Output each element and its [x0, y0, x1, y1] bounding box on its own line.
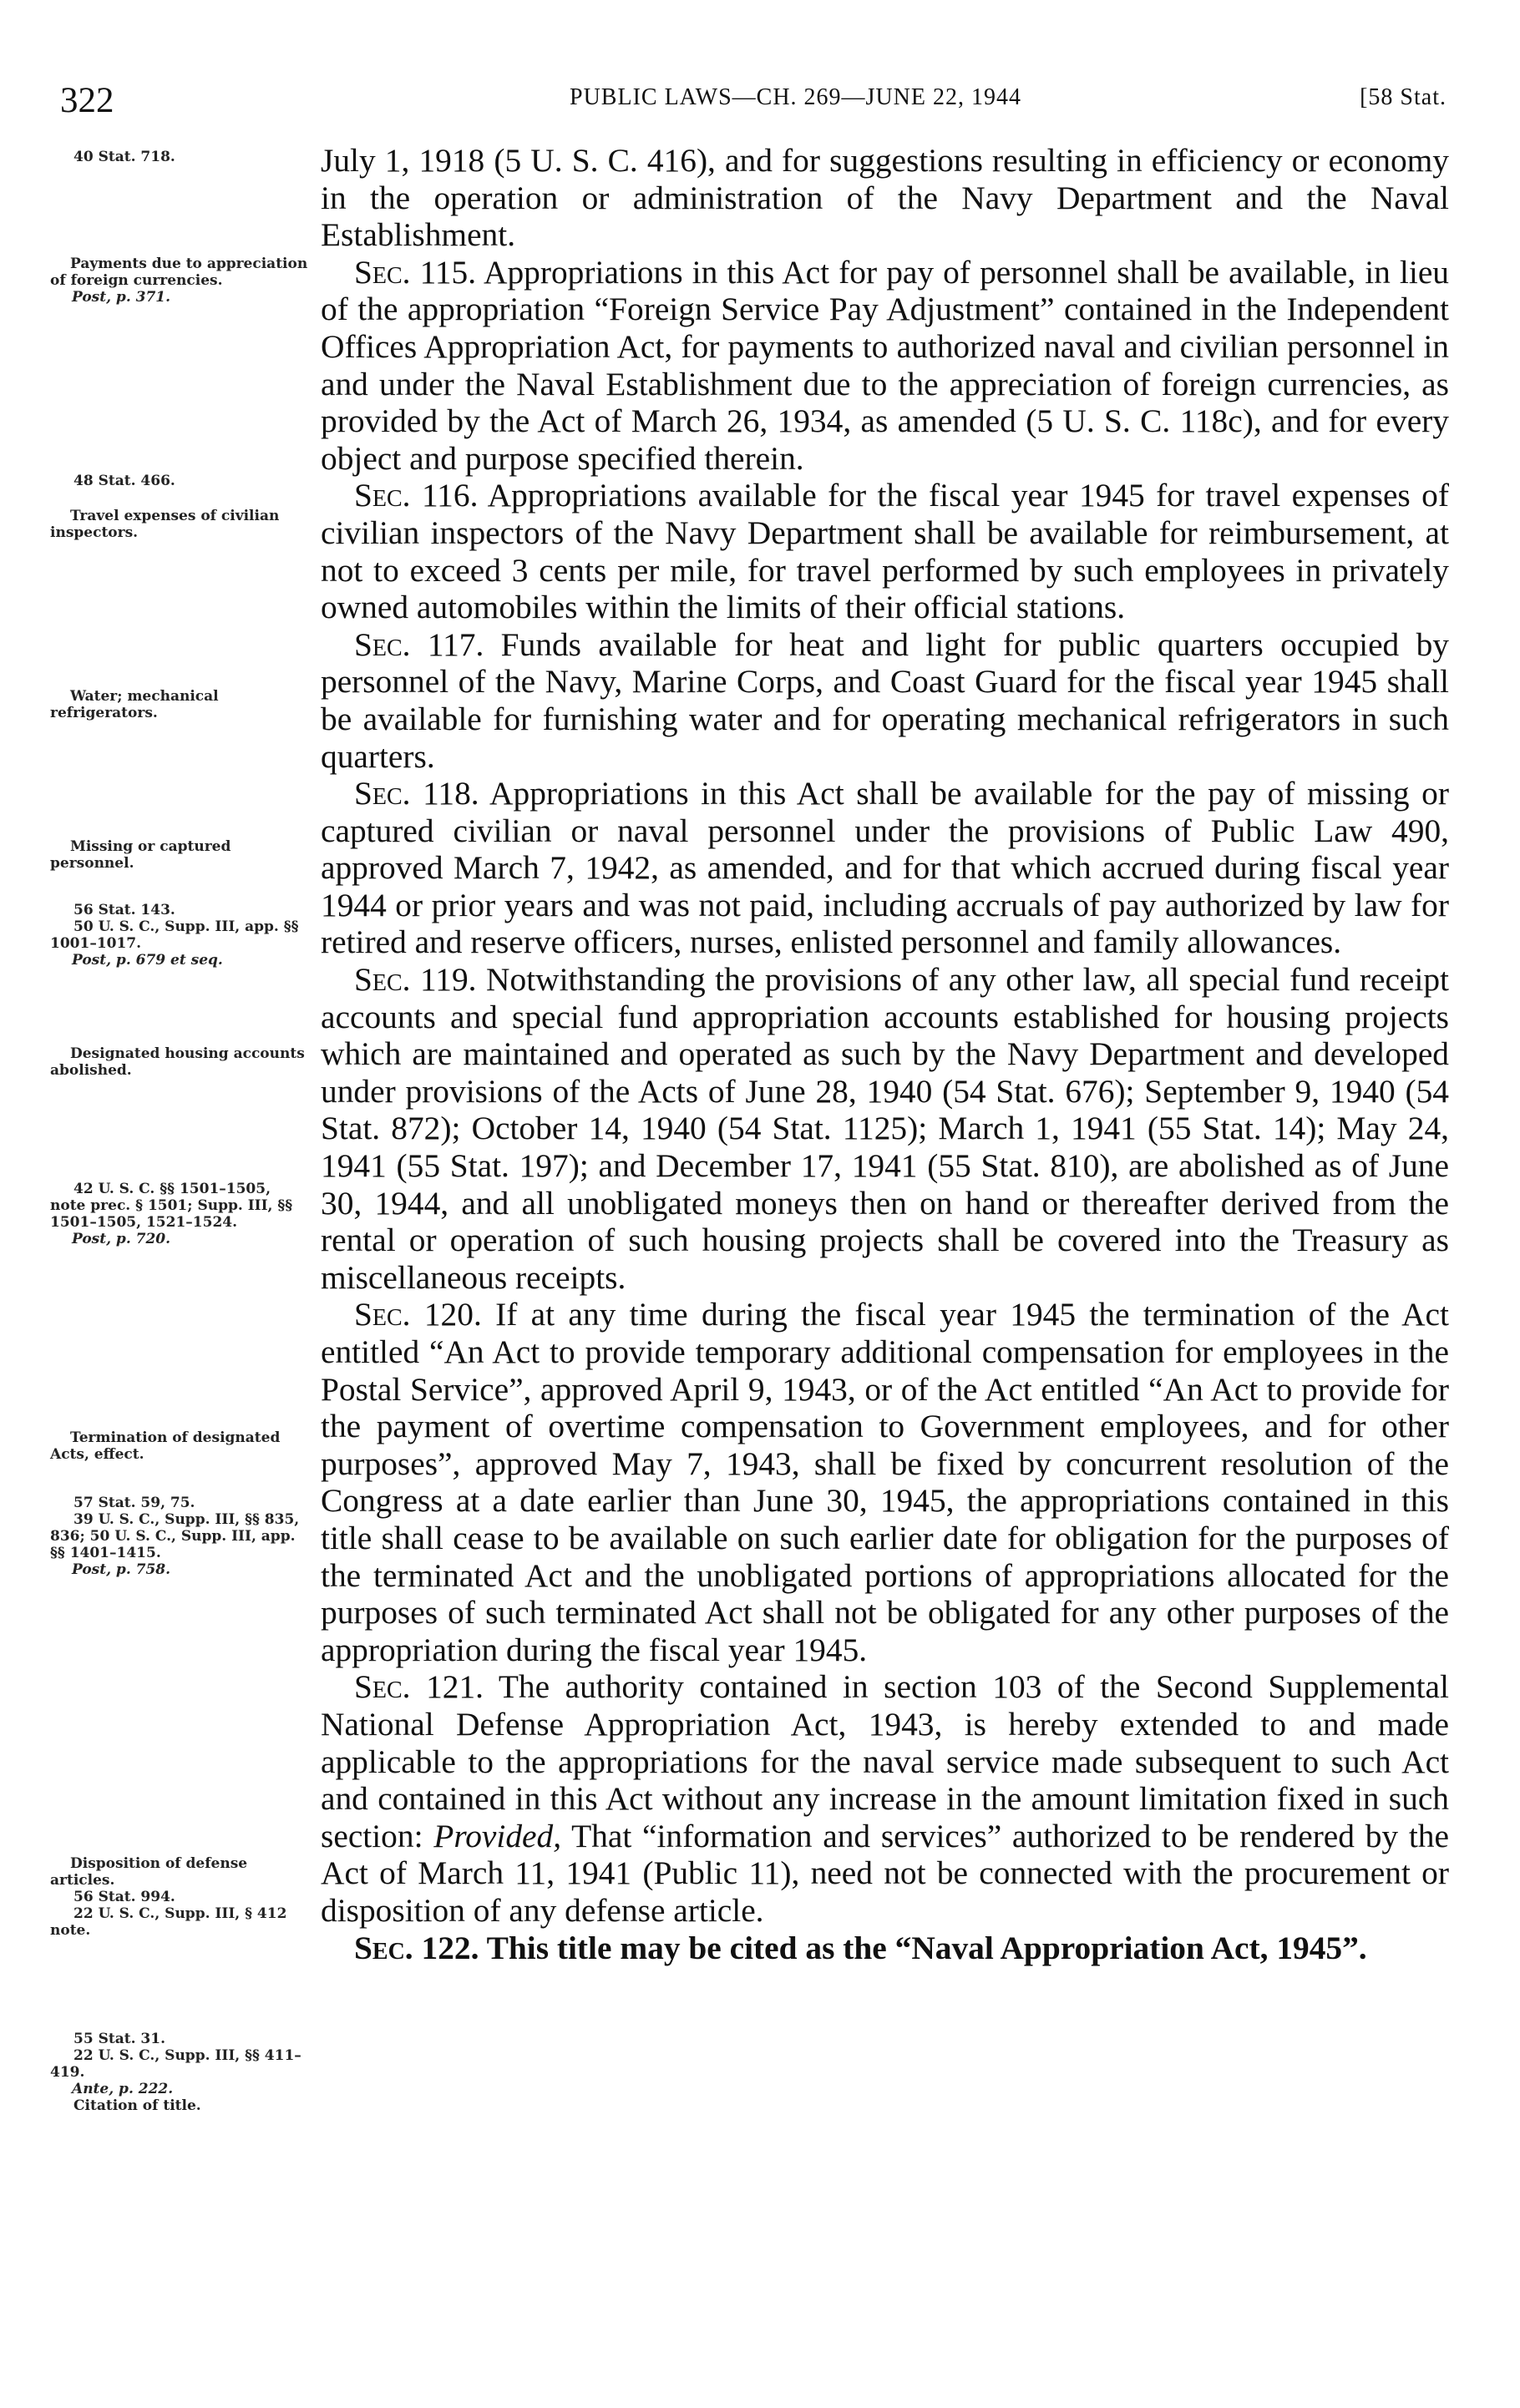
- section-120: [321, 1296, 1449, 1668]
- section-118: [321, 775, 1449, 961]
- section-122: [321, 1930, 1449, 1967]
- margin-note-water-refrigerators: Water; mechanical refrigerators.: [50, 688, 219, 721]
- section-label: Sec. 119.: [354, 961, 477, 999]
- section-text: Funds available for heat and light for public quarters occupied by personnel of the Navy, Marine Corps, and Coast Guard for the fiscal year 1945 shall be available for furnishing water and for operating mechanical refrigerators in such quarters.: [321, 625, 1449, 775]
- margin-note-42-usc: 42 U. S. C. §§ 1501–1505, note prec. § 1501; Supp. III, §§ 1501–1505, 1521–1524. Post, p. 720.: [50, 1181, 293, 1247]
- section-116: [321, 477, 1449, 625]
- section-label: Sec. 118.: [354, 775, 479, 812]
- section-text-continued: That “information and services” authorized to be rendered by the Act of March 11, 1941 (Public 11), need not be connected with the procurement or disposition of any defense article.: [321, 1817, 1449, 1929]
- page-number: 322: [60, 81, 114, 120]
- margin-note-40-stat-718: 40 Stat. 718.: [73, 149, 175, 165]
- section-text: Appropriations available for the fiscal year 1945 for travel expenses of civilian inspectors of the Navy Department shall be available for reimbursement, at not to exceed 3 cents per mile, for travel performed by such employees in privately owned automobiles within the limits of their official stations.: [321, 477, 1449, 626]
- section-text: Appropriations in this Act shall be available for the pay of missing or captured civilian or naval personnel under the provisions of Public Law 490, approved March 7, 1942, as amended, and for that which accrued during fiscal year 1944 or prior years and was not paid, including accruals of pay authorized by law for retired and reserve officers, nurses, enlisted personnel and family allowances.: [321, 775, 1449, 961]
- margin-note-55-stat-31: 55 Stat. 31. 22 U. S. C., Supp. III, §§ 411–419. Ante, p. 222. Citation of title.: [50, 2031, 301, 2114]
- section-text: Notwithstanding the provisions of any other law, all special fund receipt accounts and special fund appropriation accounts established for housing projects which are maintained and operated as such by the Navy Department and developed under provisions of the Acts of June 28, 1940 (54 Stat. 676); September 9, 1940 (54 Stat. 872); October 14, 1940 (54 Stat. 1125); March 1, 1941 (55 Stat. 14); May 24, 1941 (55 Stat. 197); and December 17, 1941 (55 Stat. 810), are abolished as of June 30, 1944, and all unobligated moneys then on hand or thereafter derived from the rental or operation of such housing projects shall be covered into the Treasury as miscellaneous receipts.: [321, 961, 1449, 1296]
- running-title: PUBLIC LAWS—CH. 269—JUNE 22, 1944: [570, 84, 1021, 110]
- margin-note-housing-accounts: Designated housing accounts abolished.: [50, 1045, 305, 1079]
- page-header: [60, 80, 1447, 122]
- statute-reference: [58 Stat.: [1360, 84, 1447, 110]
- section-text: This title may be cited as the “Naval Appropriation Act, 1945”.: [479, 1929, 1367, 1966]
- section-121: [321, 1668, 1449, 1929]
- body-text: [321, 142, 1449, 1966]
- section-label: Sec. 122.: [354, 1929, 479, 1966]
- margin-note-56-stat-143: 56 Stat. 143. 50 U. S. C., Supp. III, app. §§ 1001–1017. Post, p. 679 et seq.: [50, 902, 299, 969]
- section-text: If at any time during the fiscal year 1945 the termination of the Act entitled “An Act to provide temporary additional compensation for employees in the Postal Service”, approved April 9, 1943, or of the Act entitled “An Act to provide for the payment of overtime compensation to Government employees, and for other purposes”, approved May 7, 1943, shall be fixed by concurrent resolution of the Congress at a date earlier than June 30, 1945, the appropriations contained in this title shall cease to be available on such earlier date for obligation for the purposes of the terminated Act and the unobligated portions of appropriations allocated for the purposes of such terminated Act shall not be obligated for any other purposes of the appropriation during the fiscal year 1945.: [321, 1296, 1449, 1668]
- paragraph-continuation: July 1, 1918 (5 U. S. C. 416), and for suggestions resulting in efficiency or economy in the operation or administration of the Navy Department and the Naval Establishment.: [321, 142, 1449, 254]
- section-label: Sec. 117.: [354, 625, 484, 663]
- margin-note-termination: Termination of designated Acts, effect.: [50, 1429, 281, 1463]
- section-text: Appropriations in this Act for pay of personnel shall be available, in lieu of the appropriation “Foreign Service Pay Adjustment” contained in the Independent Offices Appropriation Act, for payments to authorized naval and civilian personnel in and under the Naval Establishment due to the appreciation of foreign currencies, as provided by the Act of March 26, 1934, as amended (5 U. S. C. 118c), and for every object and purpose specified therein.: [321, 253, 1449, 477]
- margin-note-57-stat: 57 Stat. 59, 75. 39 U. S. C., Supp. III, §§ 835, 836; 50 U. S. C., Supp. III, app. §§ 1401–1415. Post, p. 758.: [50, 1495, 300, 1578]
- provided-word: Provided,: [433, 1817, 562, 1854]
- section-115: [321, 254, 1449, 478]
- section-119: [321, 961, 1449, 1296]
- section-label: Sec. 116.: [354, 477, 479, 514]
- margin-note-missing-personnel: Missing or captured personnel.: [50, 838, 231, 872]
- margin-note-defense-articles: Disposition of defense articles. 56 Stat. 994. 22 U. S. C., Supp. III, § 412 note.: [50, 1855, 287, 1939]
- section-label: Sec. 121.: [354, 1668, 484, 1706]
- margin-note-payments-foreign-currencies: Payments due to appreciation of foreign currencies. Post, p. 371.: [50, 255, 308, 306]
- section-117: [321, 626, 1449, 775]
- section-label: Sec. 120.: [354, 1296, 482, 1333]
- margin-note-travel-expenses: Travel expenses of civilian inspectors.: [50, 508, 280, 541]
- section-text: The authority contained in section 103 of the Second Supplemental National Defense Appropriation Act, 1943, is hereby extended to and made applicable to the appropriations for the naval service made subsequent to such Act and contained in this Act without any increase in the amount limitation fixed in such section:: [321, 1668, 1449, 1854]
- margin-note-48-stat-466: 48 Stat. 466.: [73, 473, 175, 489]
- section-label: Sec. 115.: [354, 253, 477, 291]
